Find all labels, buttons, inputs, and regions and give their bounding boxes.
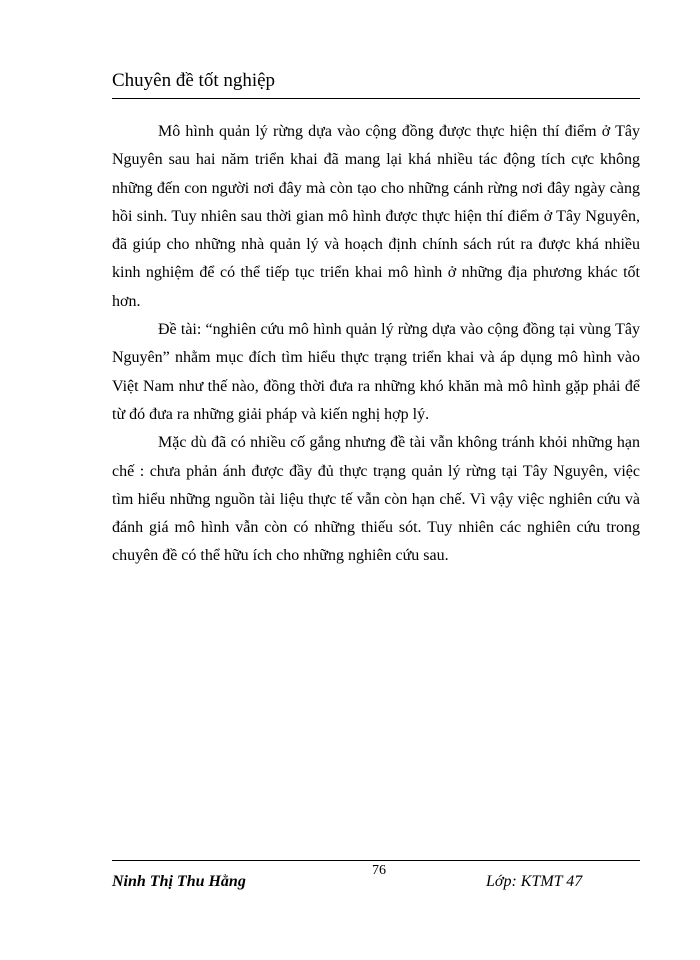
header-title: Chuyên đề tốt nghiệp: [112, 70, 276, 91]
footer-class: Lớp: KTMT 47: [486, 873, 583, 890]
body-text: [112, 118, 640, 571]
footer-divider: [112, 860, 640, 861]
footer-author: Ninh Thị Thu Hằng: [112, 873, 246, 890]
page-number: 76: [372, 863, 386, 878]
paragraph-2: Đề tài: “nghiên cứu mô hình quản lý rừng dựa vào cộng đồng tại vùng Tây Nguyên” nhằm mục đích tìm hiểu thực trạng triển khai và áp dụng mô hình vào Việt Nam như thế nào, đồng thời đưa ra những khó khăn mà mô hình gặp phải để từ đó đưa ra những giải pháp và kiến nghị hợp lý.: [112, 321, 640, 423]
paragraph-1: Mô hình quản lý rừng dựa vào cộng đồng được thực hiện thí điểm ở Tây Nguyên sau hai năm triển khai đã mang lại khá nhiều tác động tích cực không những đến con người nơi đây mà còn tạo cho những cánh rừng nơi đây ngày càng hồi sinh. Tuy nhiên sau thời gian mô hình được thực hiện thí điểm ở Tây Nguyên, đã giúp cho những nhà quản lý và hoạch định chính sách rút ra được khá nhiều kinh nghiệm để có thể tiếp tục triển khai mô hình ở những địa phương khác tốt hơn.: [112, 123, 640, 310]
header-divider: [112, 98, 640, 99]
paragraph-3: Mặc dù đã có nhiều cố gắng nhưng đề tài vẫn không tránh khỏi những hạn chế : chưa phản ánh được đầy đủ thực trạng quản lý rừng tại Tây Nguyên, việc tìm hiểu những nguồn tài liệu thực tế vẫn còn hạn chế. Vì vậy việc nghiên cứu và đánh giá mô hình vẫn còn có những thiếu sót. Tuy nhiên các nghiên cứu trong chuyên đề có thể hữu ích cho những nghiên cứu sau.: [112, 434, 640, 565]
